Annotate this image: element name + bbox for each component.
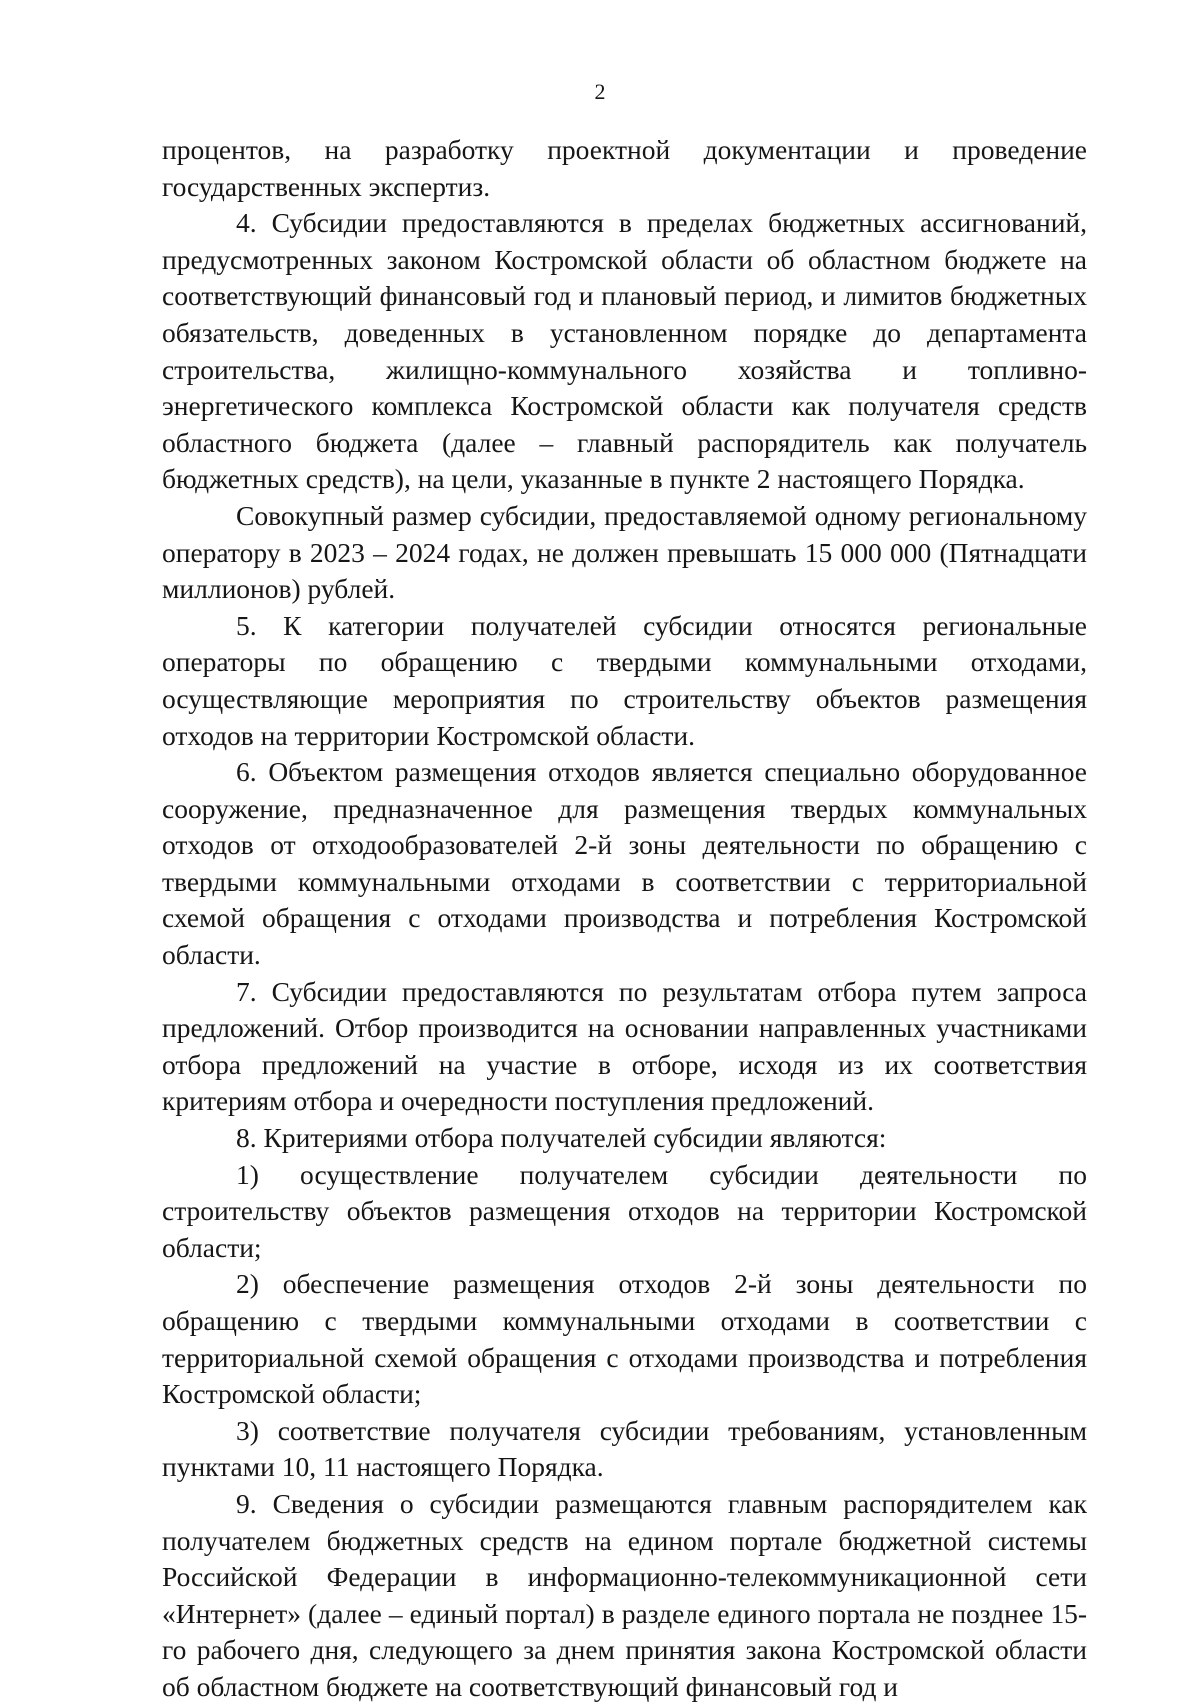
document-body	[162, 132, 1087, 1706]
paragraph-item-8: 8. Критериями отбора получателей субсидии являются:	[236, 1122, 887, 1154]
paragraph-item-7: 7. Субсидии предоставляются по результатам отбора путем запроса предложений. Отбор производится на основании направленных участниками отбора предложений на участие в отборе, исходя из их соответствия критериям отбора и очередности поступления предложений.	[162, 975, 1087, 1117]
paragraph-item-4: 4. Субсидии предоставляются в пределах бюджетных ассигнований, предусмотренных законом Костромской области об областном бюджете на соответствующий финансовый год и плановый период, и лимитов бюджетных обязательств, доведенных в установленном порядке до департамента строительства, жилищно-коммунального хозяйства и топливно-энергетического комплекса Костромской области как получателя средств областного бюджета (далее – главный распорядитель как получатель бюджетных средств), на цели, указанные в пункте 2 настоящего Порядка.	[162, 207, 1087, 495]
page-number: 2	[594, 79, 606, 104]
criterion-2: 2) обеспечение размещения отходов 2-й зоны деятельности по обращению с твердыми коммунальными отходами в соответствии с территориальной схемой обращения с отходами производства и потребления Костромской области;	[162, 1268, 1087, 1410]
paragraph-item-5: 5. К категории получателей субсидии относятся региональные операторы по обращению с твердыми коммунальными отходами, осуществляющие мероприятия по строительству объектов размещения отходов на территории Костромской области.	[162, 609, 1087, 751]
paragraph-total-subsidy: Совокупный размер субсидии, предоставляемой одному региональному оператору в 2023 – 2024 годах, не должен превышать 15 000 000 (Пятнадцати миллионов) рублей.	[162, 499, 1087, 605]
criterion-3: 3) соответствие получателя субсидии требованиям, установленным пунктами 10, 11 настоящего Порядка.	[162, 1414, 1087, 1483]
paragraph-item-9: 9. Сведения о субсидии размещаются главным распорядителем как получателем бюджетных средств на едином портале бюджетной системы Российской Федерации в информационно-телекоммуникационной сети «Интернет» (далее – единый портал) в разделе единого портала не позднее 15-го рабочего дня, следующего за днем принятия закона Костромской области об областном бюджете на соответствующий финансовый год и	[162, 1487, 1087, 1702]
criterion-1: 1) осуществление получателем субсидии деятельности по строительству объектов размещения отходов на территории Костромской области;	[162, 1158, 1087, 1263]
paragraph-item-6: 6. Объектом размещения отходов является специально оборудованное сооружение, предназначенное для размещения твердых коммунальных отходов от отходообразователей 2-й зоны деятельности по обращению с твердыми коммунальными отходами в соответствии с территориальной схемой обращения с отходами производства и потребления Костромской области.	[162, 756, 1087, 971]
paragraph-continuation: процентов, на разработку проектной документации и проведение государственных экспертиз.	[162, 134, 1087, 202]
